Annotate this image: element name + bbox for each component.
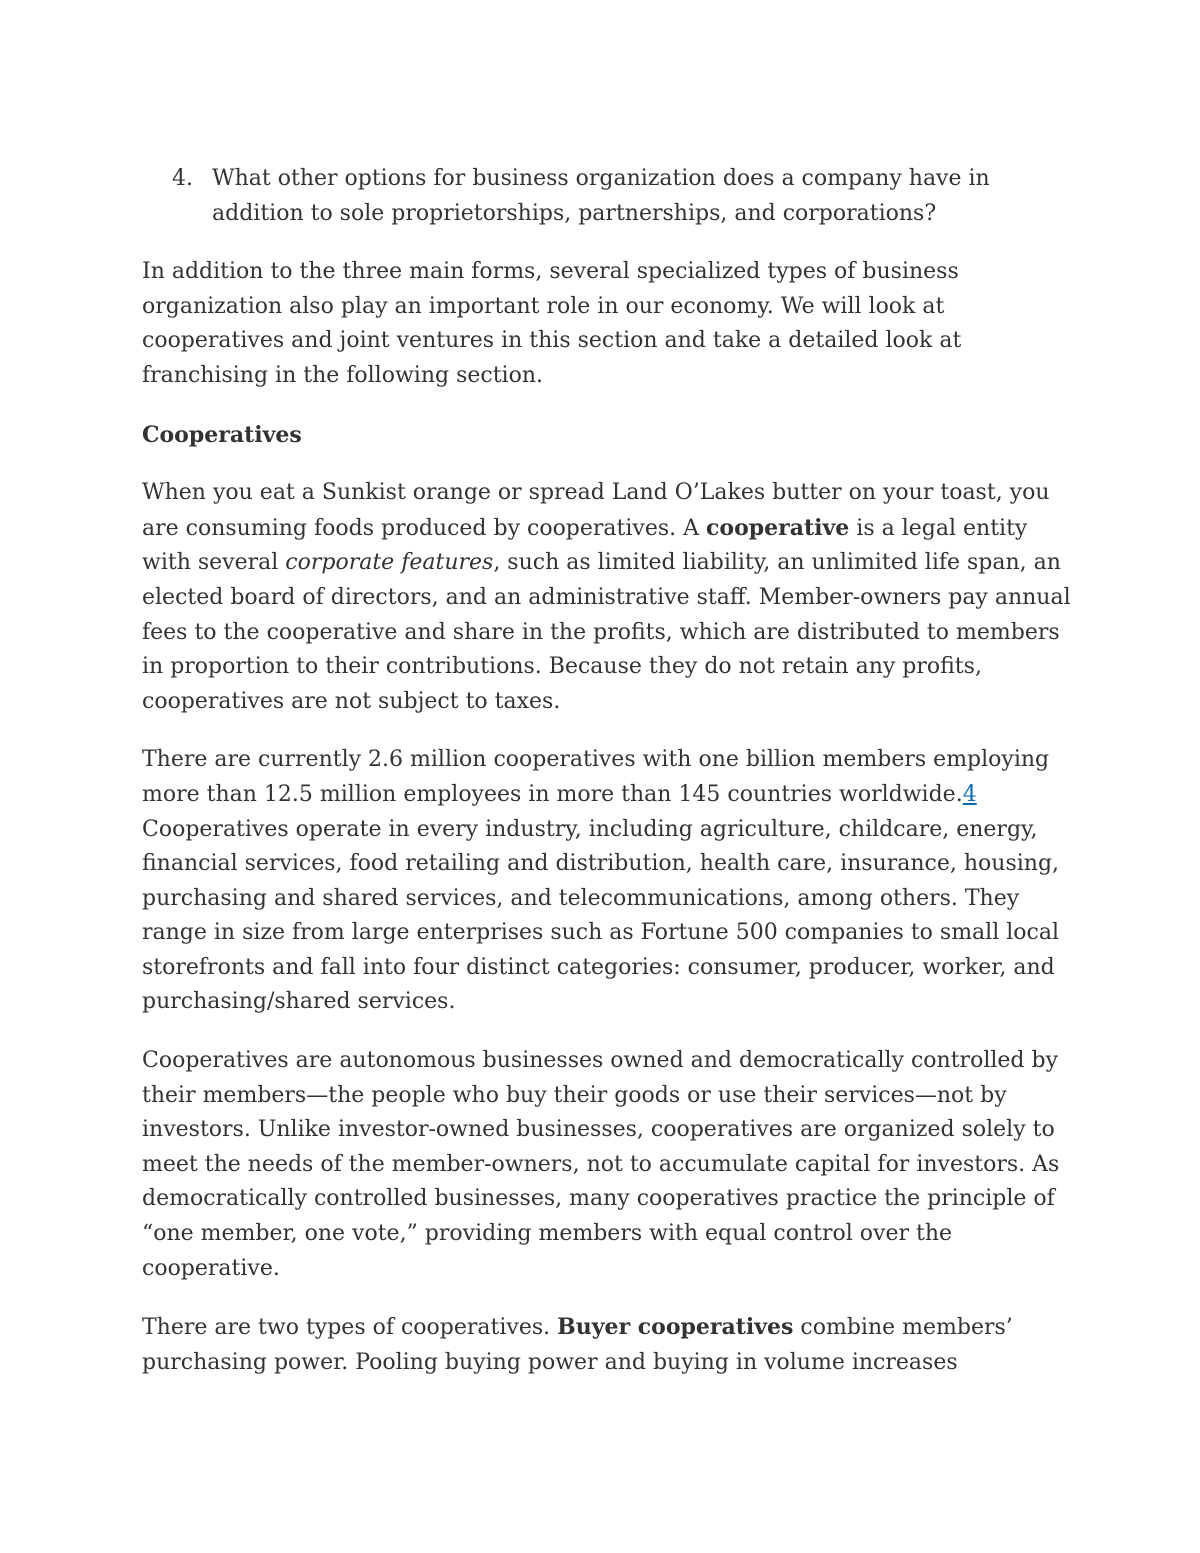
question-text: What other options for business organization does a company have in addition to sole proprietorships, partnerships, and corporations? bbox=[212, 166, 990, 226]
cooperative-types-paragraph bbox=[142, 1310, 1072, 1380]
italic-corporate-features: corporate features bbox=[285, 550, 494, 576]
cooperative-stats-paragraph bbox=[142, 743, 1072, 1020]
intro-paragraph: In addition to the three main forms, several specialized types of business organization also play an important role in our economy. We will look at cooperatives and joint ventures in this section and take a detailed look at franchising in the following section. bbox=[142, 259, 962, 388]
para1-text-1: When you eat a Sunkist orange or spread Land O’Lakes butter on your toast, you are consuming foods produced by cooperatives. A bbox=[142, 480, 1050, 541]
cooperative-definition-paragraph bbox=[142, 476, 1072, 719]
cooperative-governance-paragraph: Cooperatives are autonomous businesses owned and democratically controlled by their members—the people who buy their goods or use their services—not by investors. Unlike investor-owned businesses, cooperatives are organized solely to meet the needs of the member-owners, not to accumulate capital for investors. As democratically controlled businesses, many cooperatives practice the principle of “one member, one vote,” providing members with equal control over the cooperative. bbox=[142, 1048, 1060, 1281]
para1-text-3: , such as limited liability, an unlimited life span, an elected board of directors, and an administrative staff. Member-owners pay annual fees to the cooperative and share in the profits, which are distributed to members in proportion to their contributions. Because they do not retain any profits, cooperatives are not subject to taxes. bbox=[142, 550, 1071, 714]
document-content bbox=[142, 162, 1072, 1404]
para2-text-2: Cooperatives operate in every industry, including agriculture, childcare, energy, financial services, food retailing and distribution, health care, insurance, housing, purchasing and shared services, and telecommunications, among others. They range in size from large enterprises such as Fortune 500 companies to small local storefronts and fall into four distinct categories: consumer, producer, worker, and purchasing/shared services. bbox=[142, 816, 1060, 1015]
para1-text-2: is a legal entity with several bbox=[142, 515, 1028, 576]
term-cooperative: cooperative bbox=[706, 514, 850, 541]
question-item bbox=[142, 162, 1072, 231]
question-number: 4. bbox=[172, 166, 193, 191]
para2-text-1: There are currently 2.6 million cooperatives with one billion members employing more than 12.5 million employees in more than 145 countries worldwide. bbox=[142, 747, 1050, 807]
para4-text-1: There are two types of cooperatives. bbox=[142, 1315, 558, 1341]
term-buyer-cooperatives: Buyer cooperatives bbox=[557, 1314, 794, 1341]
section-heading: Cooperatives bbox=[142, 421, 302, 448]
para4-text-2: combine members’ purchasing power. Pooling buying power and buying in volume increases bbox=[142, 1315, 1013, 1375]
footnote-link[interactable]: 4 bbox=[962, 781, 977, 807]
